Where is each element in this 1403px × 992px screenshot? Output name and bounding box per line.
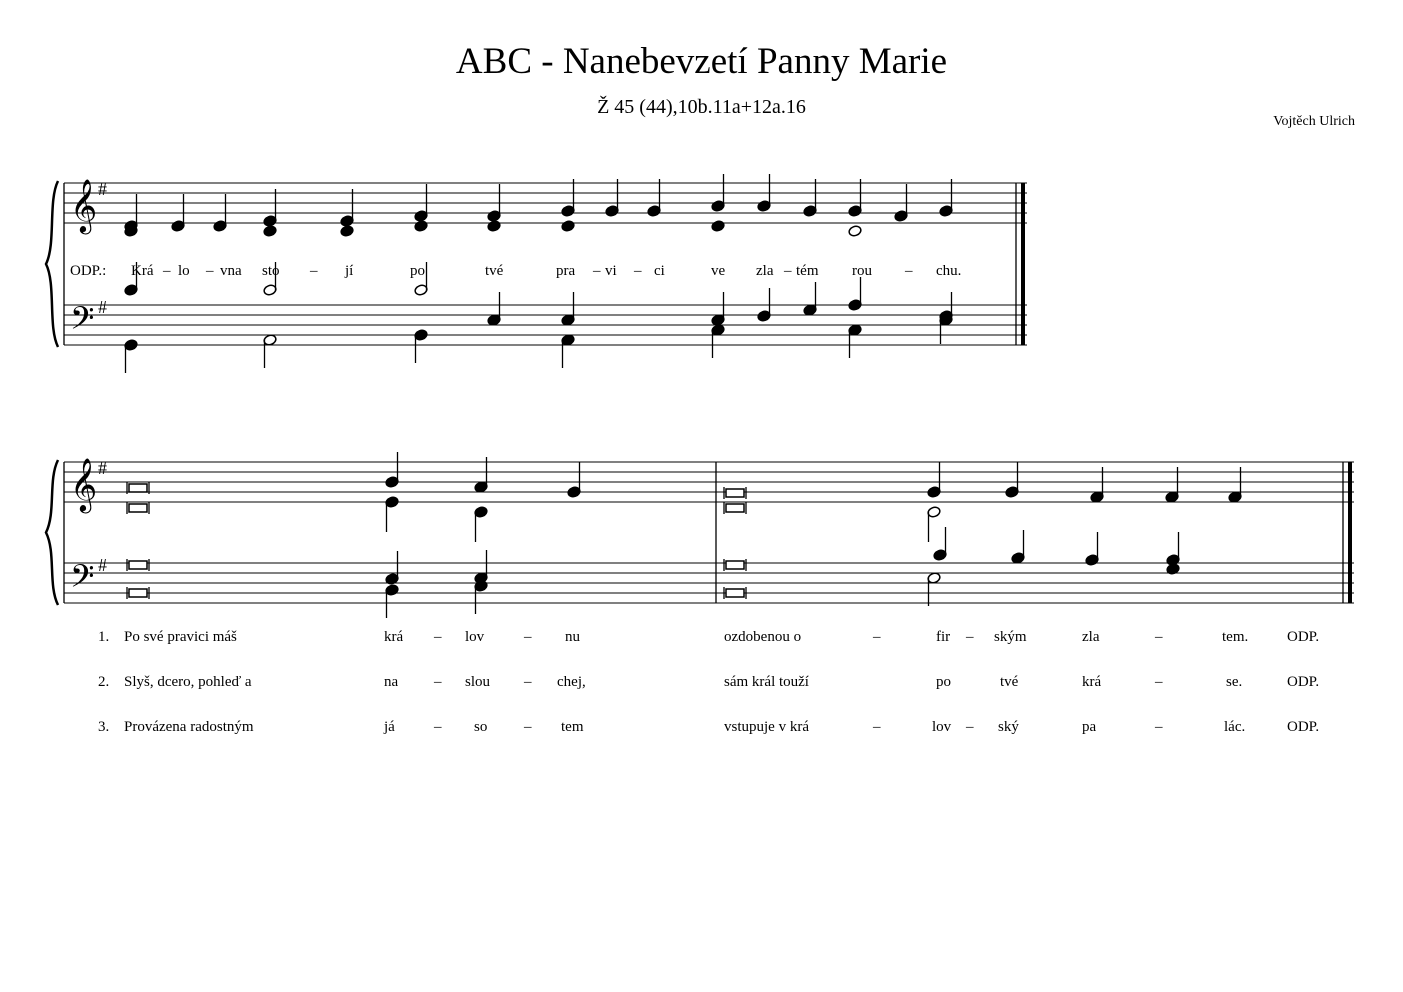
lyric-syllable: po — [410, 263, 425, 279]
breve-icon — [726, 504, 744, 512]
verse-hyphen: – — [524, 719, 532, 735]
lyric-hyphen: – — [163, 263, 171, 279]
verse-text: vstupuje v krá — [724, 719, 809, 735]
sharp-icon: # — [98, 555, 107, 575]
verse-syllable: ský — [998, 719, 1019, 735]
verse-syllable: slou — [465, 674, 491, 690]
lyric-hyphen: – — [784, 263, 792, 279]
notehead-icon — [414, 220, 428, 233]
verse-odp: ODP. — [1287, 629, 1320, 645]
sharp-icon: # — [98, 458, 107, 478]
breve-icon — [129, 504, 147, 512]
verse-hyphen: – — [966, 719, 974, 735]
breve-icon — [129, 484, 147, 492]
verse-syllable: zla — [1082, 629, 1100, 645]
treble-clef-icon: 𝄞 — [70, 180, 98, 231]
verse-odp: ODP. — [1287, 719, 1320, 735]
verse-syllable: nu — [565, 629, 580, 645]
verse-syllable: lov — [932, 719, 952, 735]
verse-syllable: tem — [561, 719, 584, 735]
verse-text: Slyš, dcero, pohleď a — [124, 674, 252, 690]
verse-syllable: já — [384, 719, 395, 735]
lyric-hyphen: – — [634, 263, 642, 279]
sharp-icon: # — [98, 297, 107, 317]
verse-3 — [98, 719, 1319, 735]
verse-text: sám král touží — [724, 674, 809, 690]
verse-syllable: tvé — [1000, 674, 1019, 690]
verse-hyphen: – — [966, 629, 974, 645]
breve-icon — [129, 561, 147, 569]
lyric-syllable: jí — [345, 263, 354, 279]
verse-odp: ODP. — [1287, 674, 1320, 690]
verse-number: 1. — [98, 629, 110, 645]
verse-syllable: ským — [994, 629, 1027, 645]
notehead-icon — [561, 220, 575, 233]
lyric-hyphen: – — [310, 263, 318, 279]
lyric-hyphen: – — [905, 263, 913, 279]
staff-lines — [46, 181, 1354, 605]
verse-hyphen: – — [873, 629, 881, 645]
verse-syllable: tem. — [1222, 629, 1249, 645]
verse-number: 2. — [98, 674, 110, 690]
lyric-syllable: chu. — [936, 263, 962, 279]
verse-syllable: lov — [465, 629, 485, 645]
verse-hyphen: – — [524, 629, 532, 645]
verse-hyphen: – — [434, 674, 442, 690]
sharp-icon: # — [98, 179, 107, 199]
notehead-icon — [340, 225, 354, 238]
lyric-syllable: Krá — [131, 263, 154, 279]
breve-icon — [726, 589, 744, 597]
breve-icon — [726, 489, 744, 497]
verse-syllable: chej, — [557, 674, 586, 690]
verse-1 — [98, 629, 1319, 645]
clefs — [70, 179, 107, 602]
page-title: ABC - Nanebevzetí Panny Marie — [455, 41, 948, 82]
notes — [124, 174, 1242, 618]
lyric-hyphen: – — [206, 263, 214, 279]
lyric-syllable: vi — [605, 263, 617, 279]
lyric-syllable: tvé — [485, 263, 504, 279]
verse-hyphen: – — [434, 719, 442, 735]
lyric-syllable: pra — [556, 263, 576, 279]
verse-number: 3. — [98, 719, 110, 735]
verse-syllable: se. — [1226, 674, 1243, 690]
lyric-syllable: lo — [178, 263, 190, 279]
lyric-syllable: rou — [852, 263, 872, 279]
lyric-syllable: ci — [654, 263, 665, 279]
lyric-syllable: tém — [796, 263, 819, 279]
verse-text: Po své pravici máš — [124, 629, 237, 645]
treble-clef-icon: 𝄞 — [70, 459, 98, 510]
notehead-icon — [848, 225, 862, 238]
verse-syllable: krá — [384, 629, 404, 645]
verse-syllable: so — [474, 719, 488, 735]
verse-hyphen: – — [873, 719, 881, 735]
breve-icon — [129, 589, 147, 597]
verse-syllable: krá — [1082, 674, 1102, 690]
system-brace — [46, 181, 58, 347]
bass-clef-icon: 𝄢 — [70, 302, 95, 344]
verse-2 — [98, 674, 1319, 690]
breve-icon — [726, 561, 744, 569]
notehead-icon — [711, 220, 725, 233]
bass-clef-icon: 𝄢 — [70, 560, 95, 602]
verse-syllable: po — [936, 674, 951, 690]
verse-syllable: lác. — [1224, 719, 1246, 735]
verse-hyphen: – — [434, 629, 442, 645]
lyric-syllable: sto — [262, 263, 280, 279]
verse-hyphen: – — [1155, 719, 1163, 735]
refrain-lyrics — [70, 263, 961, 279]
refrain-label: ODP.: — [70, 263, 107, 279]
lyric-syllable: zla — [756, 263, 774, 279]
psalm-reference: Ž 45 (44),10b.11a+12a.16 — [597, 96, 806, 118]
lyric-syllable: ve — [711, 263, 726, 279]
verse-syllable: na — [384, 674, 399, 690]
notehead-icon — [263, 225, 277, 238]
composer-name: Vojtěch Ulrich — [1273, 114, 1355, 129]
verse-syllable: pa — [1082, 719, 1097, 735]
lyric-hyphen: – — [593, 263, 601, 279]
verse-hyphen: – — [1155, 674, 1163, 690]
lyric-syllable: vna — [220, 263, 242, 279]
verse-hyphen: – — [1155, 629, 1163, 645]
system-brace — [46, 460, 58, 605]
verse-text: Provázena radostným — [124, 719, 254, 735]
notehead-icon — [487, 220, 501, 233]
verse-hyphen: – — [524, 674, 532, 690]
verse-text: ozdobenou o — [724, 629, 802, 645]
verse-syllable: fir — [936, 629, 951, 645]
